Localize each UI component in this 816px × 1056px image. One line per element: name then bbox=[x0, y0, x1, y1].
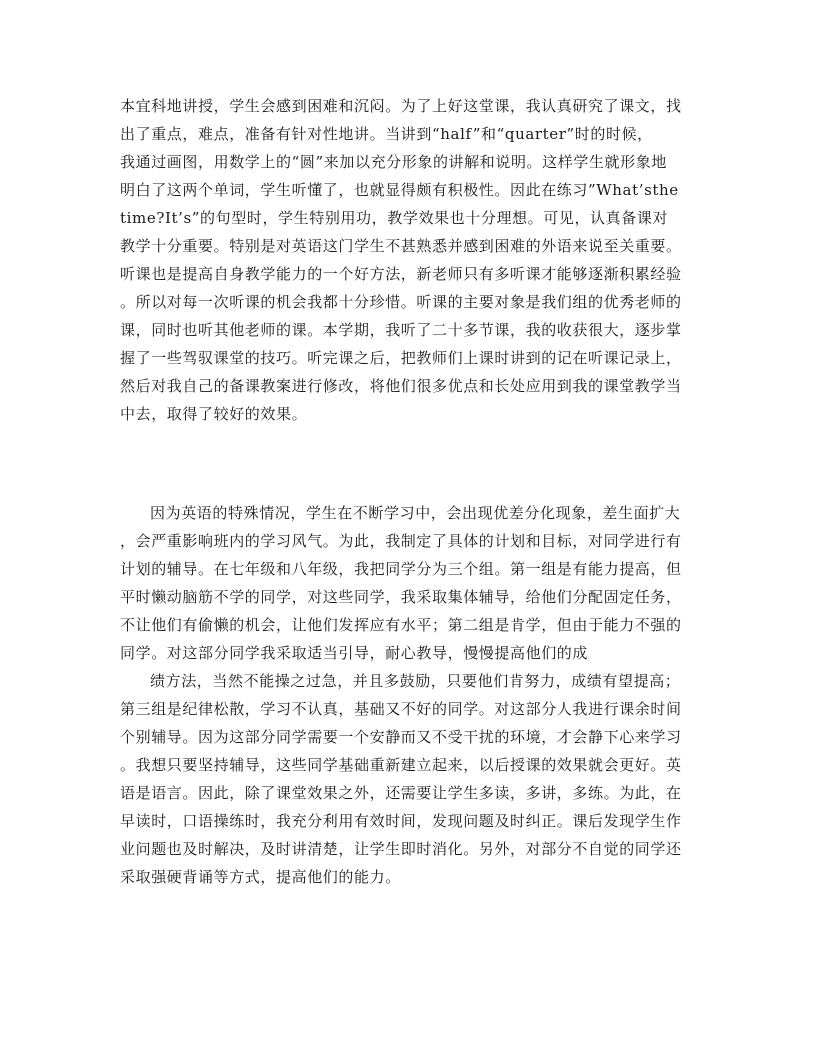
text-line: 。我想只要坚持辅导，这些同学基础重新建立起来，以后授课的效果就会更好。英 bbox=[120, 756, 682, 774]
text-line: 听课也是提高自身教学能力的一个好方法，新老师只有多听课才能够逐渐积累经验 bbox=[120, 265, 682, 283]
text-line: 。所以对每一次听课的机会我都十分珍惜。听课的主要对象是我们组的优秀老师的 bbox=[120, 293, 682, 311]
text-line: 语是语言。因此，除了课堂效果之外，还需要让学生多读，多讲，多练。为此，在 bbox=[120, 784, 682, 802]
text-line: 我通过画图，用数学上的“圆”来加以充分形象的讲解和说明。这样学生就形象地 bbox=[120, 153, 667, 171]
text-line: 教学十分重要。特别是对英语这门学生不甚熟悉并感到困难的外语来说至关重要。 bbox=[120, 237, 682, 255]
text-line: 出了重点，难点，准备有针对性地讲。当讲到“half”和“quarter”时的时候， bbox=[120, 125, 653, 143]
text-line: 第三组是纪律松散，学习不认真，基础又不好的同学。对这部分人我进行课余时间 bbox=[120, 700, 682, 718]
text-line: 明白了这两个单词，学生听懂了，也就显得颇有积极性。因此在练习”What’sthe bbox=[120, 181, 679, 199]
paragraph-tutoring-groups bbox=[120, 499, 698, 667]
text-line: 早读时，口语操练时，我充分利用有效时间，发现问题及时纠正。课后发现学生作 bbox=[120, 812, 682, 830]
text-line: 采取强硬背诵等方式，提高他们的能力。 bbox=[120, 868, 401, 886]
text-line: 本宜科地讲授，学生会感到困难和沉闷。为了上好这堂课，我认真研究了课文，找 bbox=[120, 97, 682, 115]
text-line: 不让他们有偷懒的机会，让他们发挥应有水平；第二组是肯学，但由于能力不强的 bbox=[120, 616, 682, 634]
text-line: 课，同时也听其他老师的课。本学期，我听了二十多节课，我的收获很大，逐步掌 bbox=[120, 321, 682, 339]
text-line: time?It’s”的句型时，学生特别用功，教学效果也十分理想。可见，认真备课对 bbox=[120, 209, 669, 227]
text-line: 因为英语的特殊情况，学生在不断学习中，会出现优差分化现象，差生面扩大 bbox=[150, 504, 681, 522]
text-line: ，会严重影响班内的学习风气。为此，我制定了具体的计划和目标，对同学进行有 bbox=[120, 532, 682, 550]
text-line: 平时懒动脑筋不学的同学，对这些同学，我采取集体辅导，给他们分配固定任务， bbox=[120, 588, 682, 606]
paragraph-methods bbox=[120, 667, 698, 891]
text-line: 然后对我自己的备课教案进行修改，将他们很多优点和长处应用到我的课堂教学当 bbox=[120, 377, 682, 395]
text-line: 中去，取得了较好的效果。 bbox=[120, 405, 308, 423]
text-line: 绩方法，当然不能操之过急，并且多鼓励，只要他们肯努力，成绩有望提高； bbox=[150, 672, 681, 690]
text-line: 握了一些驾驭课堂的技巧。听完课之后，把教师们上课时讲到的记在听课记录上， bbox=[120, 349, 682, 367]
text-line: 同学。对这部分同学我采取适当引导，耐心教导，慢慢提高他们的成 bbox=[120, 644, 589, 662]
text-line: 计划的辅导。在七年级和八年级，我把同学分为三个组。第一组是有能力提高，但 bbox=[120, 560, 682, 578]
paragraph-lesson-prep bbox=[120, 92, 698, 428]
text-line: 个别辅导。因为这部分同学需要一个安静而又不受干扰的环境，才会静下心来学习 bbox=[120, 728, 682, 746]
text-line: 业问题也及时解决，及时讲清楚，让学生即时消化。另外，对部分不自觉的同学还 bbox=[120, 840, 682, 858]
